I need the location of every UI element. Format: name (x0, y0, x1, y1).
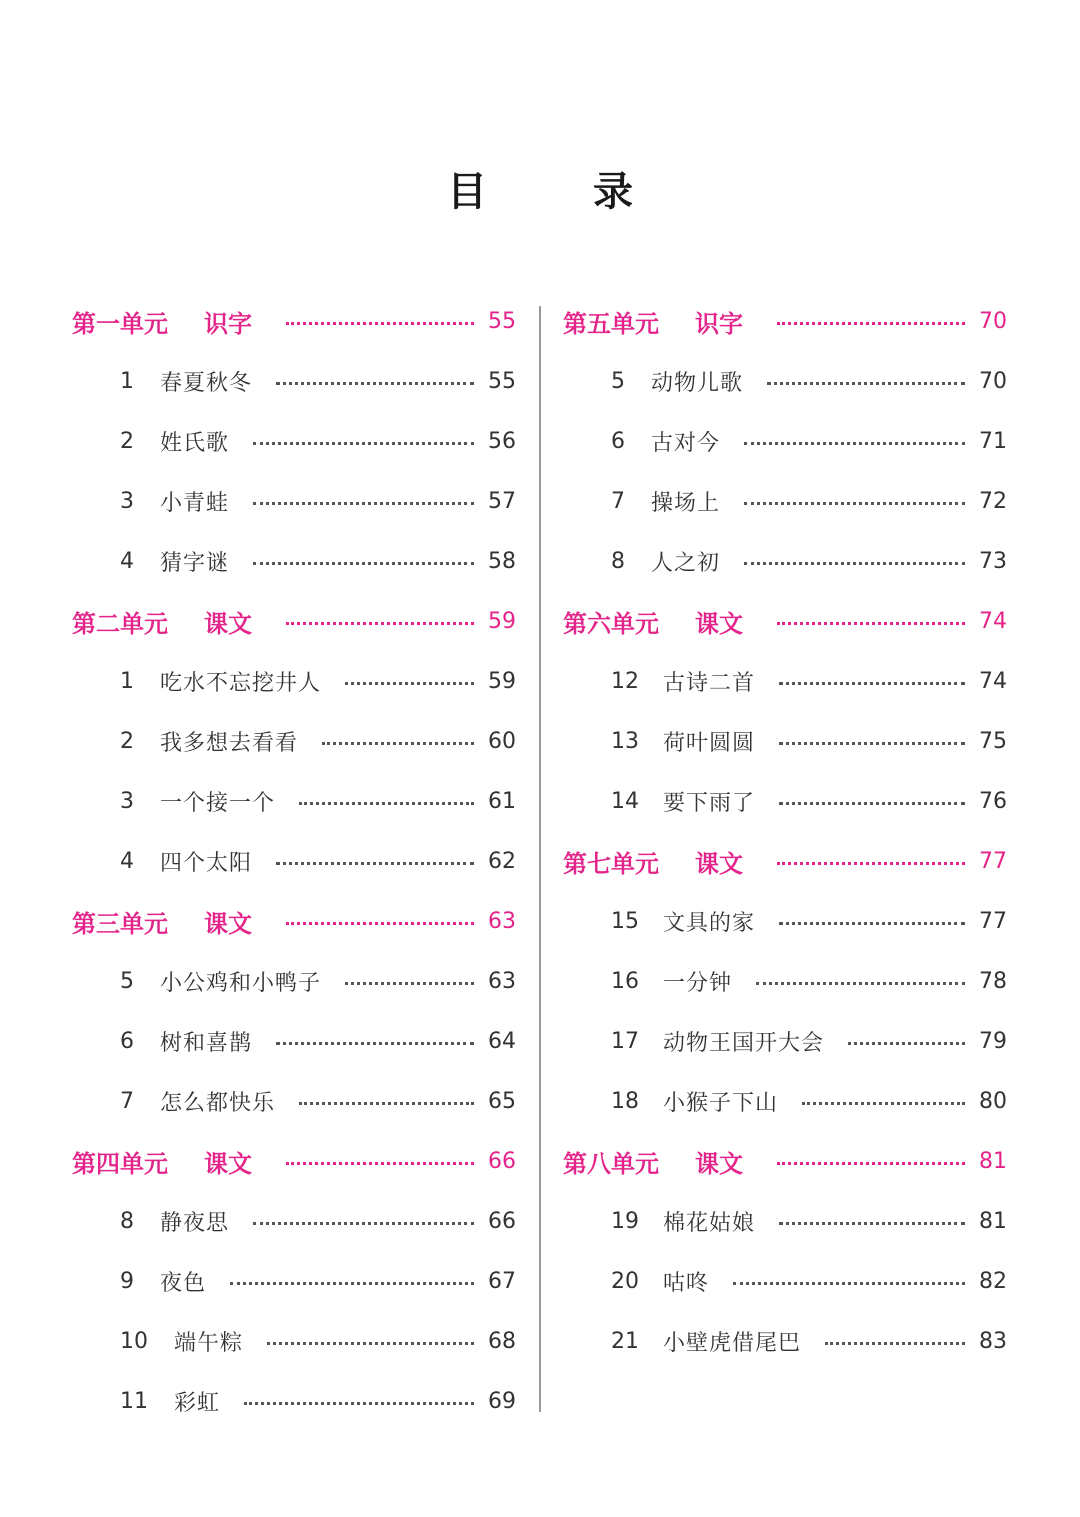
dot-leader (779, 742, 965, 745)
toc-lesson-entry[interactable] (563, 1191, 1007, 1251)
dot-leader (744, 442, 965, 445)
toc-unit-heading[interactable] (72, 891, 516, 951)
toc-lesson-entry[interactable] (563, 891, 1007, 951)
lesson-title: 端午粽 (174, 1330, 244, 1356)
page-title: 目 录 (447, 169, 679, 215)
page-number: 56 (488, 428, 516, 454)
lesson-number: 3 (120, 788, 134, 814)
dot-leader (767, 382, 965, 385)
lesson-number: 3 (120, 488, 134, 514)
toc-lesson-entry[interactable] (563, 1071, 1007, 1131)
page-number: 74 (979, 668, 1007, 694)
dot-leader (802, 1102, 965, 1105)
toc-unit-heading[interactable] (563, 291, 1007, 351)
lesson-number: 7 (611, 488, 625, 514)
toc-unit-heading[interactable] (72, 291, 516, 351)
dot-leader (777, 1162, 965, 1165)
page-number: 73 (979, 548, 1007, 574)
lesson-number: 15 (611, 908, 639, 934)
unit-name: 第一单元 (72, 309, 168, 338)
dot-leader (267, 1342, 474, 1345)
lesson-number: 21 (611, 1328, 639, 1354)
toc-lesson-entry[interactable] (563, 1011, 1007, 1071)
lesson-title: 小青蛙 (160, 490, 230, 516)
toc-lesson-entry[interactable] (72, 1371, 516, 1431)
page-number: 71 (979, 428, 1007, 454)
toc-left-column (72, 291, 516, 1431)
page-number: 55 (488, 368, 516, 394)
lesson-number: 8 (611, 548, 625, 574)
dot-leader (733, 1282, 965, 1285)
lesson-number: 6 (120, 1028, 134, 1054)
page-number: 55 (488, 308, 516, 334)
unit-type: 课文 (695, 609, 743, 638)
lesson-title: 夜色 (160, 1270, 207, 1296)
dot-leader (286, 622, 474, 625)
lesson-number: 1 (120, 368, 134, 394)
dot-leader (244, 1402, 474, 1405)
lesson-number: 11 (120, 1388, 148, 1414)
toc-lesson-entry[interactable] (563, 531, 1007, 591)
toc-unit-heading[interactable] (563, 1131, 1007, 1191)
lesson-title: 小公鸡和小鸭子 (160, 970, 322, 996)
toc-lesson-entry[interactable] (563, 471, 1007, 531)
lesson-number: 4 (120, 848, 134, 874)
page-number: 74 (979, 608, 1007, 634)
lesson-number: 7 (120, 1088, 134, 1114)
page-number: 57 (488, 488, 516, 514)
unit-name: 第二单元 (72, 609, 168, 638)
lesson-number: 18 (611, 1088, 639, 1114)
toc-right-column (563, 291, 1007, 1371)
lesson-number: 6 (611, 428, 625, 454)
unit-name: 第五单元 (563, 309, 659, 338)
lesson-title: 人之初 (651, 550, 721, 576)
lesson-number: 2 (120, 428, 134, 454)
toc-lesson-entry[interactable] (72, 531, 516, 591)
toc-lesson-entry[interactable] (563, 351, 1007, 411)
dot-leader (779, 802, 965, 805)
toc-lesson-entry[interactable] (563, 951, 1007, 1011)
page-number: 68 (488, 1328, 516, 1354)
lesson-title: 四个太阳 (160, 850, 253, 876)
page-number: 80 (979, 1088, 1007, 1114)
unit-type: 课文 (695, 1149, 743, 1178)
page-number: 70 (979, 368, 1007, 394)
lesson-title: 彩虹 (174, 1390, 221, 1416)
page-number: 76 (979, 788, 1007, 814)
lesson-number: 5 (120, 968, 134, 994)
page-number: 81 (979, 1148, 1007, 1174)
dot-leader (777, 622, 965, 625)
lesson-number: 4 (120, 548, 134, 574)
lesson-title: 操场上 (651, 490, 721, 516)
page-number: 59 (488, 668, 516, 694)
toc-lesson-entry[interactable] (72, 1251, 516, 1311)
page-number: 72 (979, 488, 1007, 514)
lesson-title: 静夜思 (160, 1210, 230, 1236)
lesson-title: 文具的家 (663, 910, 756, 936)
unit-type: 识字 (204, 309, 252, 338)
unit-type: 课文 (204, 609, 252, 638)
unit-name: 第三单元 (72, 909, 168, 938)
lesson-number: 9 (120, 1268, 134, 1294)
lesson-number: 20 (611, 1268, 639, 1294)
lesson-title: 荷叶圆圆 (663, 730, 756, 756)
page-number: 60 (488, 728, 516, 754)
lesson-number: 8 (120, 1208, 134, 1234)
page-number: 65 (488, 1088, 516, 1114)
page-number: 62 (488, 848, 516, 874)
dot-leader (322, 742, 474, 745)
dot-leader (276, 1042, 474, 1045)
lesson-title: 动物王国开大会 (663, 1030, 825, 1056)
lesson-number: 13 (611, 728, 639, 754)
dot-leader (230, 1282, 474, 1285)
toc-unit-heading[interactable] (72, 591, 516, 651)
dot-leader (744, 502, 965, 505)
unit-name: 第八单元 (563, 1149, 659, 1178)
toc-lesson-entry[interactable] (563, 1311, 1007, 1371)
page-number: 77 (979, 848, 1007, 874)
dot-leader (779, 1222, 965, 1225)
unit-name: 第七单元 (563, 849, 659, 878)
page-number: 63 (488, 908, 516, 934)
lesson-title: 一分钟 (663, 970, 733, 996)
dot-leader (756, 982, 965, 985)
unit-type: 课文 (695, 849, 743, 878)
page-number: 75 (979, 728, 1007, 754)
toc-lesson-entry[interactable] (563, 771, 1007, 831)
toc-lesson-entry[interactable] (72, 831, 516, 891)
lesson-title: 咕咚 (663, 1270, 710, 1296)
page-number: 69 (488, 1388, 516, 1414)
dot-leader (253, 1222, 474, 1225)
page-number: 82 (979, 1268, 1007, 1294)
lesson-number: 17 (611, 1028, 639, 1054)
page-number: 78 (979, 968, 1007, 994)
page-number: 64 (488, 1028, 516, 1054)
unit-name: 第四单元 (72, 1149, 168, 1178)
toc-lesson-entry[interactable] (563, 651, 1007, 711)
lesson-number: 16 (611, 968, 639, 994)
toc-lesson-entry[interactable] (563, 1251, 1007, 1311)
page-number: 70 (979, 308, 1007, 334)
dot-leader (825, 1342, 965, 1345)
page-number: 77 (979, 908, 1007, 934)
dot-leader (286, 322, 474, 325)
dot-leader (779, 922, 965, 925)
lesson-number: 2 (120, 728, 134, 754)
lesson-title: 一个接一个 (160, 790, 276, 816)
lesson-number: 14 (611, 788, 639, 814)
dot-leader (299, 1102, 474, 1105)
toc-lesson-entry[interactable] (72, 1011, 516, 1071)
lesson-title: 小猴子下山 (663, 1090, 779, 1116)
dot-leader (253, 442, 474, 445)
lesson-title: 我多想去看看 (160, 730, 299, 756)
dot-leader (253, 562, 474, 565)
toc-lesson-entry[interactable] (72, 351, 516, 411)
toc-lesson-entry[interactable] (72, 711, 516, 771)
toc-lesson-entry[interactable] (72, 651, 516, 711)
lesson-number: 1 (120, 668, 134, 694)
toc-lesson-entry[interactable] (72, 771, 516, 831)
dot-leader (299, 802, 474, 805)
dot-leader (253, 502, 474, 505)
lesson-title: 小壁虎借尾巴 (663, 1330, 802, 1356)
page-number: 59 (488, 608, 516, 634)
unit-type: 课文 (204, 909, 252, 938)
lesson-title: 古诗二首 (663, 670, 756, 696)
lesson-title: 姓氏歌 (160, 430, 230, 456)
toc-lesson-entry[interactable] (72, 951, 516, 1011)
toc-unit-heading[interactable] (72, 1131, 516, 1191)
toc-unit-heading[interactable] (563, 591, 1007, 651)
dot-leader (777, 862, 965, 865)
lesson-title: 动物儿歌 (651, 370, 744, 396)
toc-lesson-entry[interactable] (72, 471, 516, 531)
lesson-title: 树和喜鹊 (160, 1030, 253, 1056)
unit-type: 识字 (695, 309, 743, 338)
unit-type: 课文 (204, 1149, 252, 1178)
lesson-title: 怎么都快乐 (160, 1090, 276, 1116)
dot-leader (276, 862, 474, 865)
dot-leader (345, 682, 474, 685)
lesson-title: 要下雨了 (663, 790, 756, 816)
toc-lesson-entry[interactable] (72, 1311, 516, 1371)
lesson-number: 12 (611, 668, 639, 694)
toc-lesson-entry[interactable] (72, 1071, 516, 1131)
page-number: 83 (979, 1328, 1007, 1354)
dot-leader (345, 982, 474, 985)
lesson-title: 猜字谜 (160, 550, 230, 576)
lesson-title: 棉花姑娘 (663, 1210, 756, 1236)
page-number: 66 (488, 1208, 516, 1234)
lesson-number: 5 (611, 368, 625, 394)
dot-leader (779, 682, 965, 685)
toc-lesson-entry[interactable] (563, 711, 1007, 771)
dot-leader (777, 322, 965, 325)
toc-lesson-entry[interactable] (72, 411, 516, 471)
lesson-title: 吃水不忘挖井人 (160, 670, 322, 696)
dot-leader (286, 1162, 474, 1165)
page-number: 79 (979, 1028, 1007, 1054)
toc-lesson-entry[interactable] (563, 411, 1007, 471)
page-number: 63 (488, 968, 516, 994)
dot-leader (744, 562, 965, 565)
column-divider (539, 306, 541, 1412)
unit-name: 第六单元 (563, 609, 659, 638)
toc-lesson-entry[interactable] (72, 1191, 516, 1251)
dot-leader (848, 1042, 965, 1045)
dot-leader (276, 382, 474, 385)
dot-leader (286, 922, 474, 925)
page-number: 58 (488, 548, 516, 574)
page-number: 67 (488, 1268, 516, 1294)
lesson-title: 春夏秋冬 (160, 370, 253, 396)
page-number: 81 (979, 1208, 1007, 1234)
page-number: 61 (488, 788, 516, 814)
lesson-number: 10 (120, 1328, 148, 1354)
toc-unit-heading[interactable] (563, 831, 1007, 891)
lesson-number: 19 (611, 1208, 639, 1234)
page-number: 66 (488, 1148, 516, 1174)
lesson-title: 古对今 (651, 430, 721, 456)
